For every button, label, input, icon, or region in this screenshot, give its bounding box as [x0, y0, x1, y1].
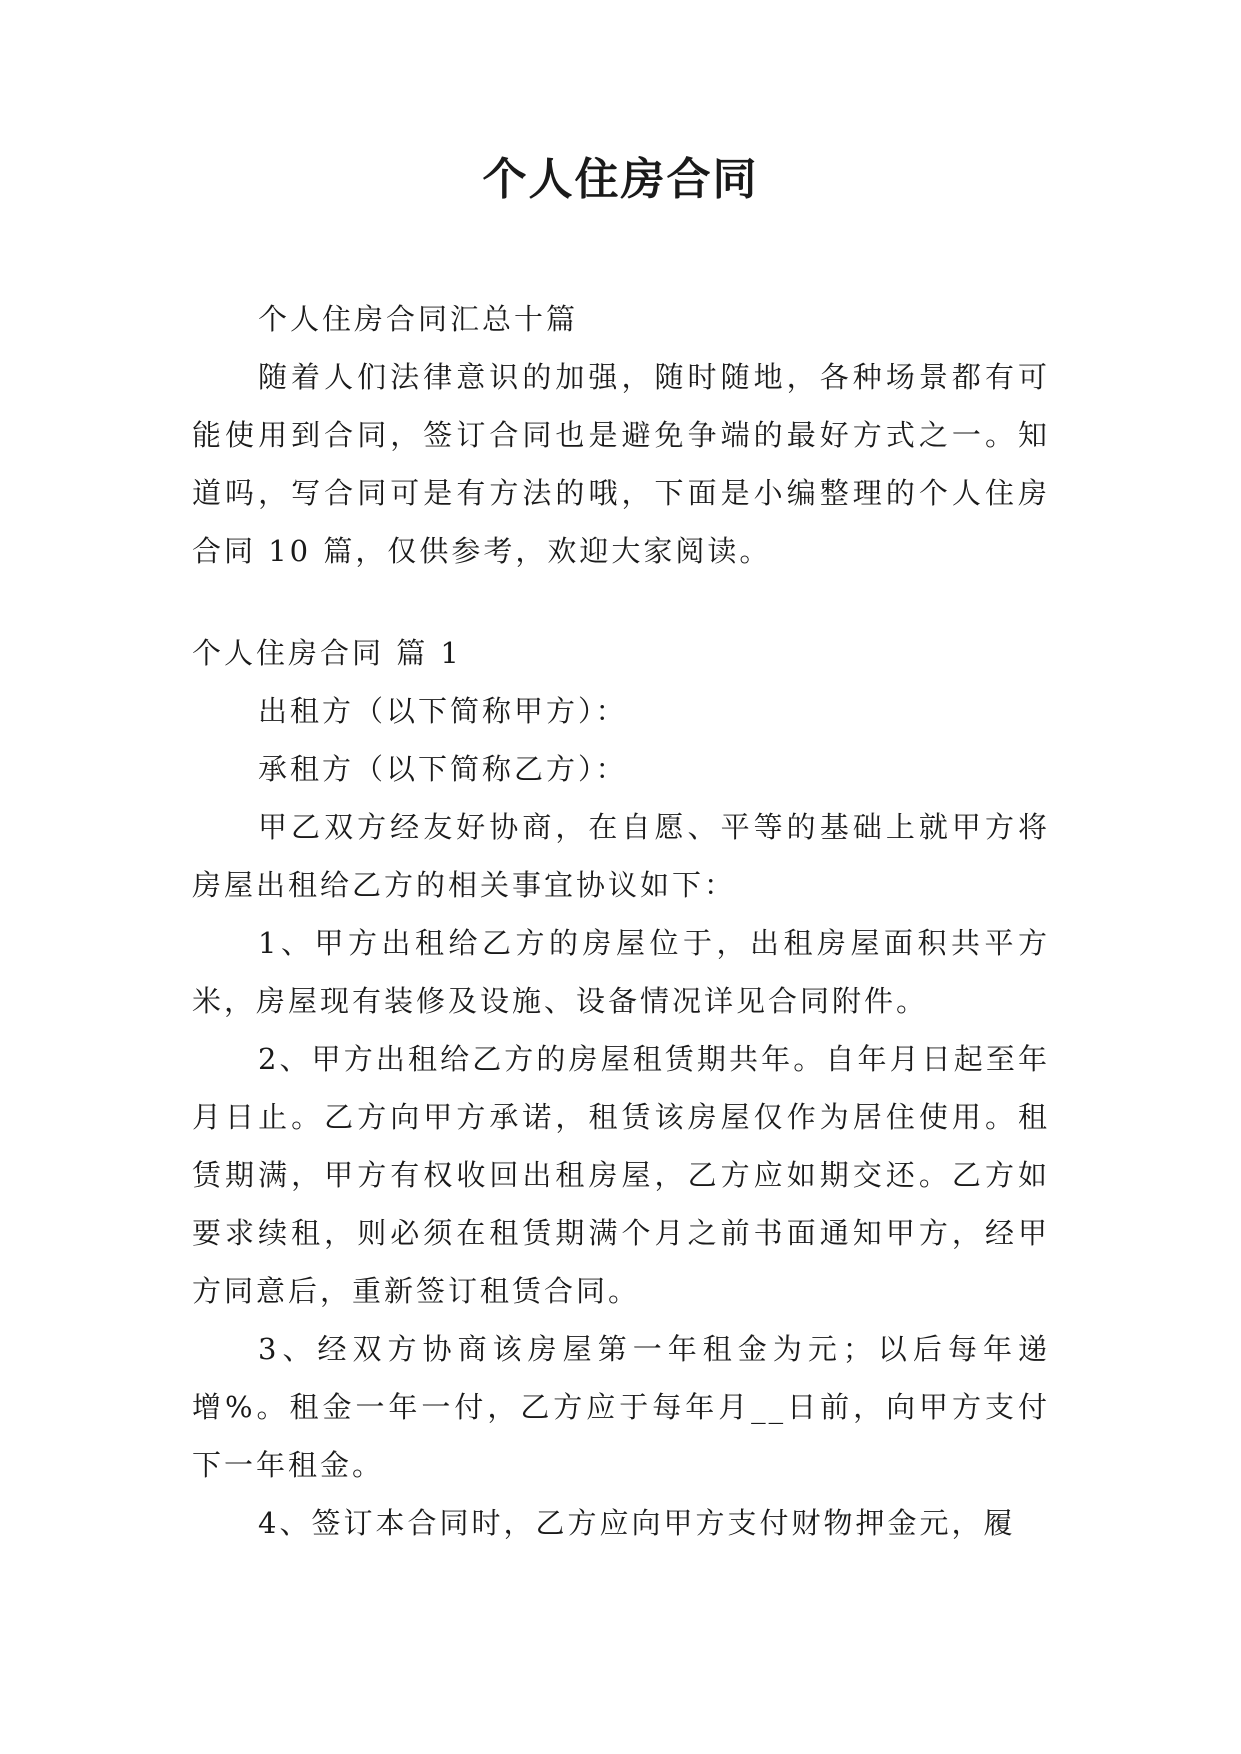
document-title: 个人住房合同 [482, 154, 759, 205]
document-body [192, 290, 1050, 1552]
clause-paragraph: 2、甲方出租给乙方的房屋租赁期共年。自年月日起至年月日止。乙方向甲方承诺，租赁该房屋仅作为居住使用。租赁期满，甲方有权收回出租房屋，乙方应如期交还。乙方如要求续租，则必须在租赁期满个月之前书面通知甲方，经甲方同意后，重新签订租赁合同。 [192, 1042, 1050, 1308]
intro-paragraph: 随着人们法律意识的加强，随时随地，各种场景都有可能使用到合同，签订合同也是避免争端的最好方式之一。知道吗，写合同可是有方法的哦，下面是小编整理的个人住房合同 10 篇，仅供参考，欢迎大家阅读。 [192, 360, 1050, 568]
preamble-paragraph: 甲乙双方经友好协商，在自愿、平等的基础上就甲方将房屋出租给乙方的相关事宜协议如下： [192, 810, 1050, 902]
clause-paragraph: 4、签订本合同时，乙方应向甲方支付财物押金元，履 [258, 1506, 1016, 1540]
clause-paragraph: 1、甲方出租给乙方的房屋位于，出租房屋面积共平方米，房屋现有装修及设施、设备情况详见合同附件。 [192, 926, 1050, 1018]
section-heading: 个人住房合同 篇 1 [192, 636, 462, 670]
clause-paragraph: 3、经双方协商该房屋第一年租金为元；以后每年递增%。租金一年一付，乙方应于每年月__日前，向甲方支付下一年租金。 [192, 1332, 1050, 1482]
lessee-line: 承租方（以下简称乙方）： [258, 752, 628, 786]
document-subtitle: 个人住房合同汇总十篇 [258, 302, 579, 336]
lessor-line: 出租方（以下简称甲方）： [258, 694, 628, 728]
